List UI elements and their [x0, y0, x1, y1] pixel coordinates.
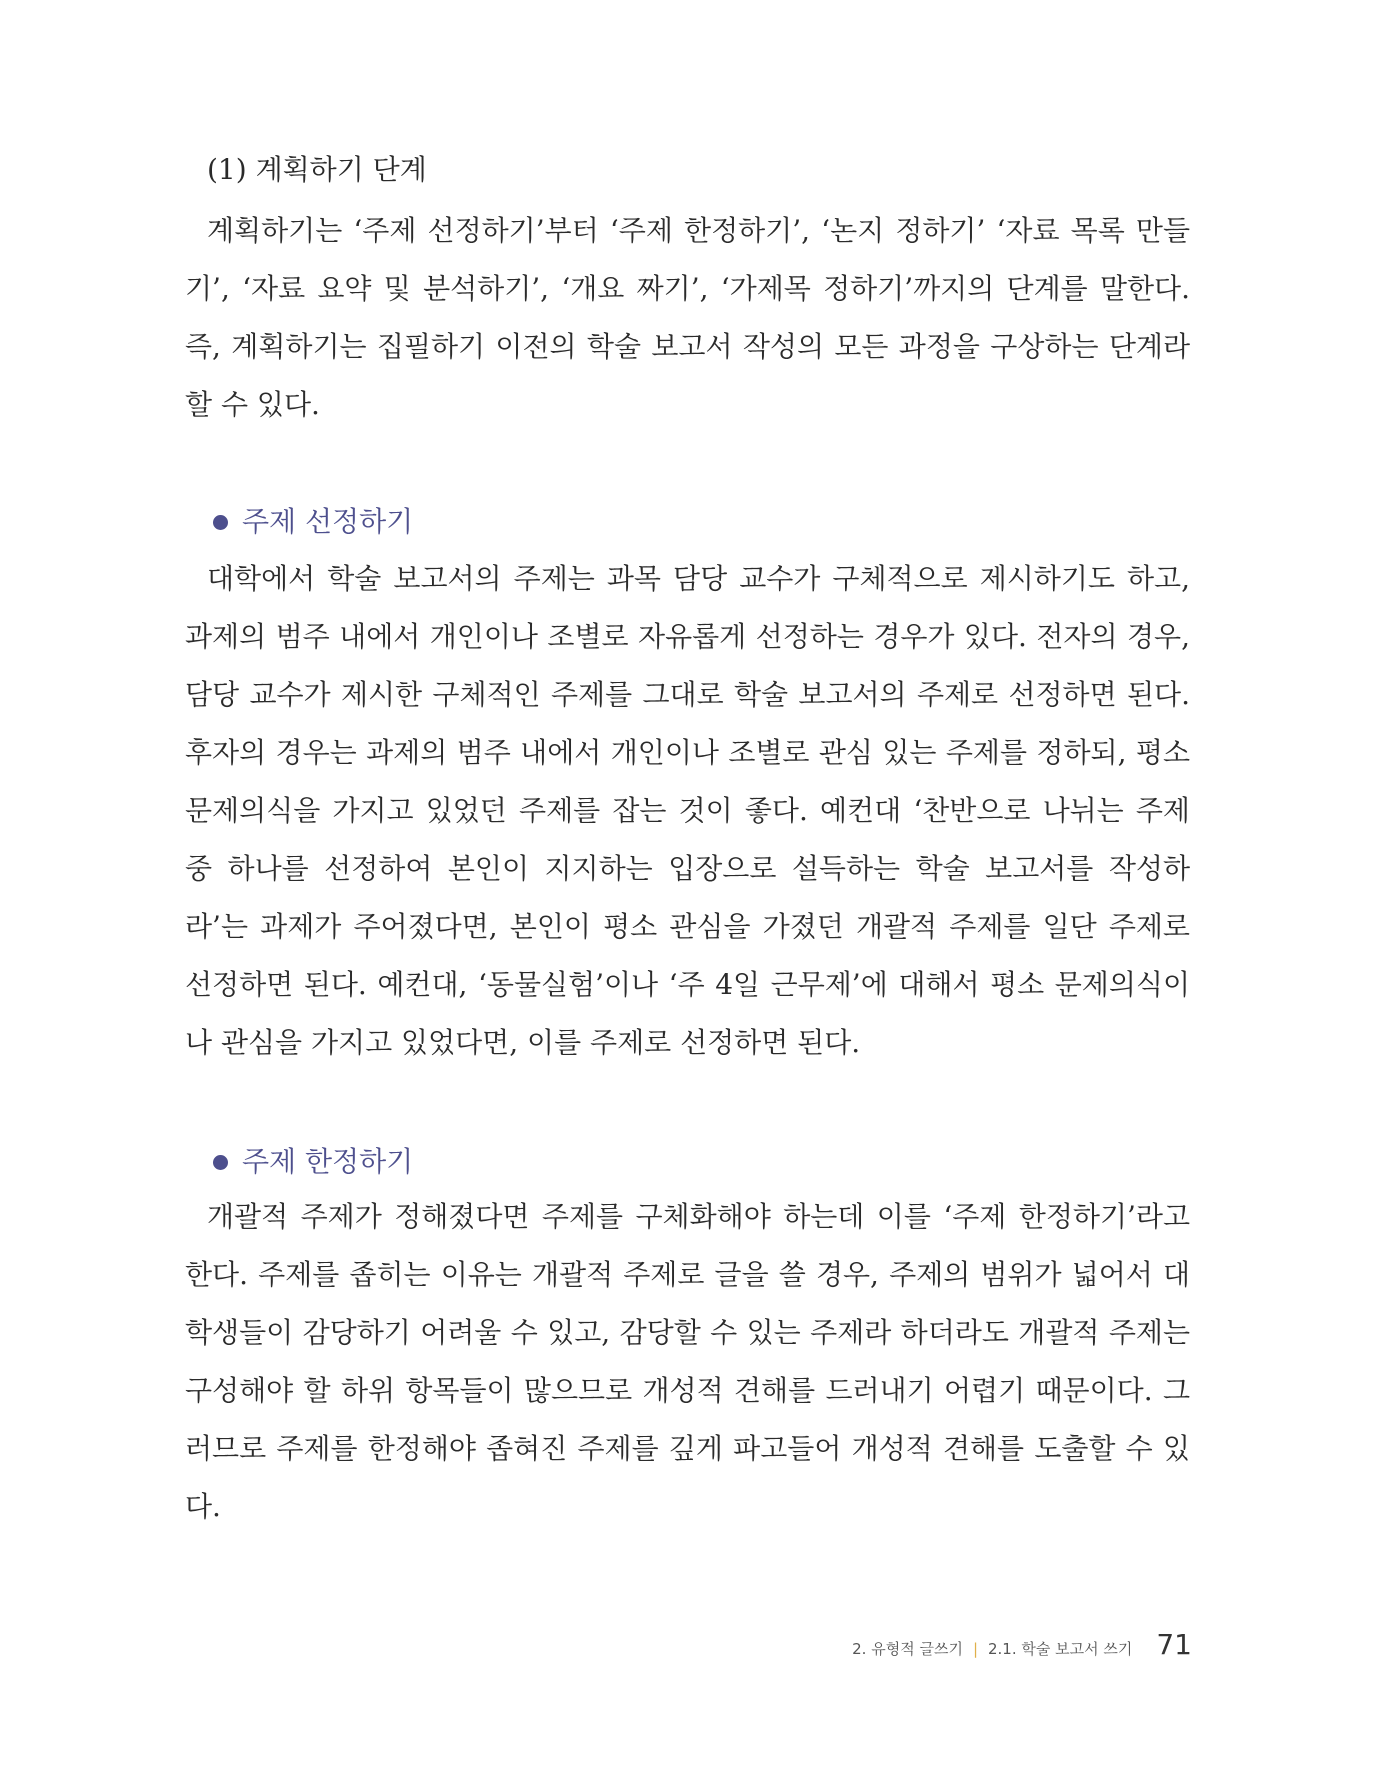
section-heading: (1) 계획하기 단계 — [207, 153, 427, 186]
intro-paragraph: 계획하기는 ‘주제 선정하기’부터 ‘주제 한정하기’, ‘논지 정하기’ ‘자료 목록 만들기’, ‘자료 요약 및 분석하기’, ‘개요 짜기’, ‘가제목 정하기’까지의 단계를 말한다. 즉, 계획하기는 집필하기 이전의 학술 보고서 작성의 모든 과정을 구상하는 단계라 할 수 있다. — [185, 214, 1190, 421]
footer-separator: | — [972, 1640, 978, 1658]
page-number: 71 — [1156, 1628, 1192, 1661]
bullet-heading-label: 주제 한정하기 — [242, 1145, 414, 1178]
topic-narrowing-paragraph: 개괄적 주제가 정해졌다면 주제를 구체화해야 하는데 이를 ‘주제 한정하기’라고 한다. 주제를 좁히는 이유는 개괄적 주제로 글을 쓸 경우, 주제의 범위가 넓어서 대학생들이 감당하기 어려울 수 있고, 감당할 수 있는 주제라 하더라도 개괄적 주제는 구성해야 할 하위 항목들이 많으므로 개성적 견해를 드러내기 어렵기 때문이다. 그러므로 주제를 한정해야 좁혀진 주제를 깊게 파고들어 개성적 견해를 도출할 수 있다. — [185, 1200, 1190, 1523]
bullet-heading-topic-selection — [213, 502, 413, 542]
footer-chapter: 2. 유형적 글쓰기 — [852, 1640, 963, 1658]
page-footer — [852, 1628, 1192, 1661]
bullet-heading-topic-narrowing — [213, 1142, 413, 1182]
bullet-dot-icon — [213, 1155, 228, 1170]
footer-section: 2.1. 학술 보고서 쓰기 — [988, 1640, 1133, 1658]
topic-selection-paragraph: 대학에서 학술 보고서의 주제는 과목 담당 교수가 구체적으로 제시하기도 하고, 과제의 범주 내에서 개인이나 조별로 자유롭게 선정하는 경우가 있다. 전자의 경우, 담당 교수가 제시한 구체적인 주제를 그대로 학술 보고서의 주제로 선정하면 된다. 후자의 경우는 과제의 범주 내에서 개인이나 조별로 관심 있는 주제를 정하되, 평소 문제의식을 가지고 있었던 주제를 잡는 것이 좋다. 예컨대 ‘찬반으로 나뉘는 주제 중 하나를 선정하여 본인이 지지하는 입장으로 설득하는 학술 보고서를 작성하라’는 과제가 주어졌다면, 본인이 평소 관심을 가졌던 개괄적 주제를 일단 주제로 선정하면 된다. 예컨대, ‘동물실험’이나 ‘주 4일 근무제’에 대해서 평소 문제의식이나 관심을 가지고 있었다면, 이를 주제로 선정하면 된다. — [185, 562, 1190, 1059]
bullet-dot-icon — [213, 515, 228, 530]
bullet-heading-label: 주제 선정하기 — [242, 505, 414, 538]
